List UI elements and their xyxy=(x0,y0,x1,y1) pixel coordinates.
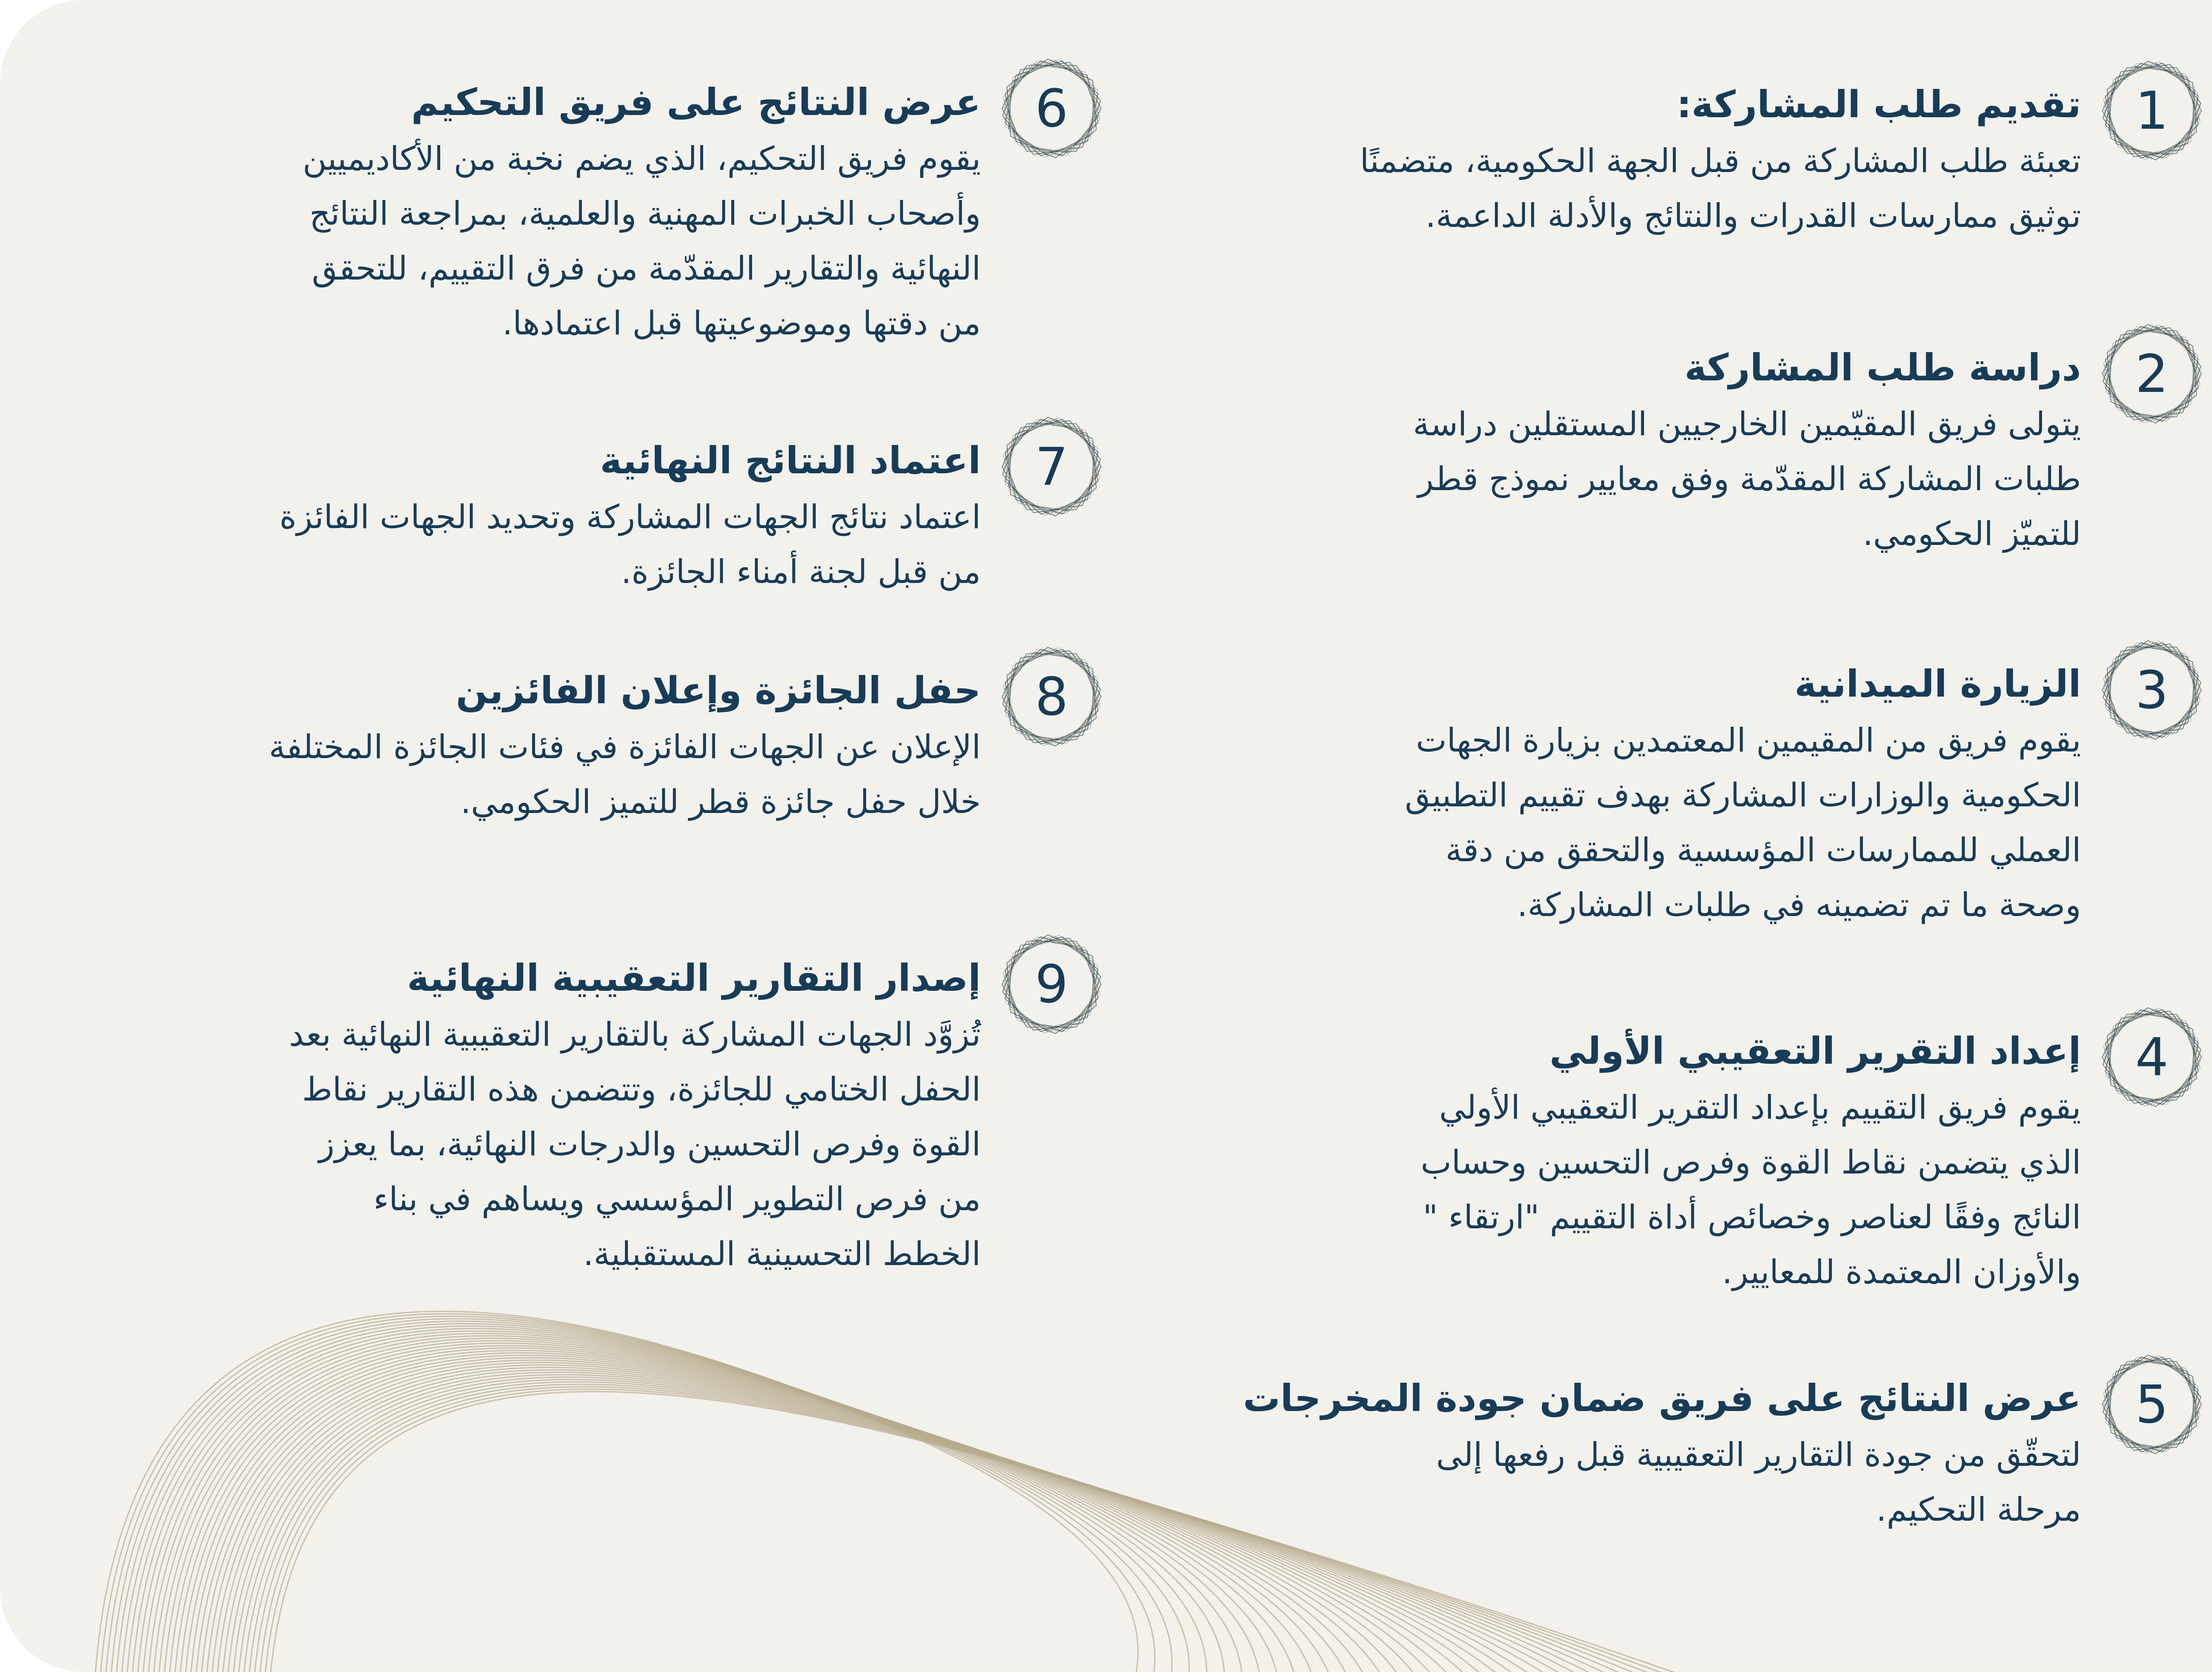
step-4-number-badge xyxy=(2097,1002,2207,1112)
step-7-desc-line-2: من قبل لجنة أمناء الجائزة. xyxy=(621,553,981,591)
step-3-number-badge xyxy=(2097,635,2207,745)
step-3-number: 3 xyxy=(2135,660,2169,721)
step-8-number-badge xyxy=(996,641,1107,752)
step-3-desc-line-1: يقوم فريق من المقيمين المعتمدين بزيارة الجهات xyxy=(1416,721,2081,759)
step-9-number: 9 xyxy=(1035,954,1068,1015)
step-2-desc-line-3: للتميّز الحكومي. xyxy=(1863,515,2081,553)
step-2-desc-line-2: طلبات المشاركة المقدّمة وفق معايير نموذج قطر xyxy=(1417,460,2081,498)
step-9-number-badge xyxy=(996,929,1107,1039)
step-7 xyxy=(96,431,1068,599)
step-9-desc-line-1: تُزوَّد الجهات المشاركة بالتقارير التعقيبية النهائية بعد xyxy=(289,1016,981,1054)
step-4 xyxy=(1196,1022,2169,1300)
step-9-desc-line-5: الخطط التحسينية المستقبلية. xyxy=(583,1235,981,1273)
step-6-desc-line-2: وأصحاب الخبرات المهنية والعلمية، بمراجعة النتائج xyxy=(309,195,981,233)
step-3-title: الزيارة الميدانية xyxy=(1794,662,2081,706)
step-8 xyxy=(96,661,1068,829)
step-7-number-badge xyxy=(996,411,1107,522)
step-8-title: حفل الجائزة وإعلان الفائزين xyxy=(456,669,981,712)
step-6-number-badge xyxy=(996,53,1107,164)
step-7-title: اعتماد النتائج النهائية xyxy=(600,439,981,482)
step-6-title: عرض النتائج على فريق التحكيم xyxy=(411,81,981,124)
step-4-desc-line-2: الذي يتضمن نقاط القوة وفرص التحسين وحساب xyxy=(1421,1143,2081,1181)
step-6-desc-line-4: من دقتها وموضوعيتها قبل اعتمادها. xyxy=(502,304,981,342)
step-7-number: 7 xyxy=(1035,436,1068,497)
step-9-desc-line-3: القوة وفرص التحسين والدرجات النهائية، بما يعزز xyxy=(319,1125,981,1163)
step-4-desc-line-3: النائج وفقًا لعناصر وخصائص أداة التقييم "ارتقاء " xyxy=(1423,1198,2081,1236)
step-4-desc-line-1: يقوم فريق التقييم بإعداد التقرير التعقيبي الأولي xyxy=(1439,1089,2081,1127)
step-5-number: 5 xyxy=(2135,1374,2169,1435)
step-5-title: عرض النتائج على فريق ضمان جودة المخرجات xyxy=(1243,1377,2081,1420)
step-1-desc-line-1: تعبئة طلب المشاركة من قبل الجهة الحكومية، متضمنًا xyxy=(1359,142,2081,180)
step-5-desc-line-2: مرحلة التحكيم. xyxy=(1876,1491,2081,1529)
step-8-desc-line-1: الإعلان عن الجهات الفائزة في فئات الجائزة المختلفة xyxy=(269,728,981,766)
step-3-desc-line-3: العملي للممارسات المؤسسية والتحقق من دقة xyxy=(1445,831,2081,869)
step-1-title: تقديم طلب المشاركة: xyxy=(1676,83,2081,126)
step-2-number: 2 xyxy=(2135,343,2169,404)
step-5-number-badge xyxy=(2097,1349,2207,1460)
step-1-number-badge xyxy=(2097,55,2207,166)
step-9-desc-line-2: الحفل الختامي للجائزة، وتتضمن هذه التقارير نقاط xyxy=(302,1070,981,1108)
step-6-desc-line-1: يقوم فريق التحكيم، الذي يضم نخبة من الأكاديميين xyxy=(303,140,981,178)
step-2-title: دراسة طلب المشاركة xyxy=(1684,346,2081,389)
step-9-title: إصدار التقارير التعقيبية النهائية xyxy=(407,956,981,1000)
step-6 xyxy=(96,73,1068,351)
step-8-number: 8 xyxy=(1035,666,1068,727)
step-2-desc-line-1: يتولى فريق المقيّمين الخارجيين المستقلين دراسة xyxy=(1413,405,2081,443)
step-5 xyxy=(1196,1369,2169,1537)
step-1-number: 1 xyxy=(2135,80,2169,141)
step-3 xyxy=(1196,655,2169,932)
step-3-desc-line-4: وصحة ما تم تضمينه في طلبات المشاركة. xyxy=(1517,886,2081,924)
step-4-number: 4 xyxy=(2135,1027,2169,1088)
step-6-number: 6 xyxy=(1035,78,1068,139)
step-4-desc-line-4: والأوزان المعتمدة للمعايير. xyxy=(1722,1253,2081,1291)
step-8-desc-line-2: خلال حفل جائزة قطر للتميز الحكومي. xyxy=(460,783,981,821)
step-3-desc-line-2: الحكومية والوزارات المشاركة بهدف تقييم التطبيق xyxy=(1405,776,2081,814)
step-1-desc-line-2: توثيق ممارسات القدرات والنتائج والأدلة الداعمة. xyxy=(1425,197,2081,235)
step-2-number-badge xyxy=(2097,318,2207,429)
step-9-desc-line-4: من فرص التطوير المؤسسي ويساهم في بناء xyxy=(373,1180,981,1218)
step-1 xyxy=(1196,75,2169,243)
step-2 xyxy=(1196,338,2169,561)
step-5-desc-line-1: لتحقّق من جودة التقارير التعقيبية قبل رفعها إلى xyxy=(1436,1436,2081,1474)
step-6-desc-line-3: النهائية والتقارير المقدّمة من فرق التقييم، للتحقق xyxy=(311,249,981,288)
step-4-title: إعداد التقرير التعقيبي الأولي xyxy=(1549,1029,2081,1073)
step-7-desc-line-1: اعتماد نتائج الجهات المشاركة وتحديد الجهات الفائزة xyxy=(279,498,981,536)
step-9 xyxy=(96,949,1068,1281)
